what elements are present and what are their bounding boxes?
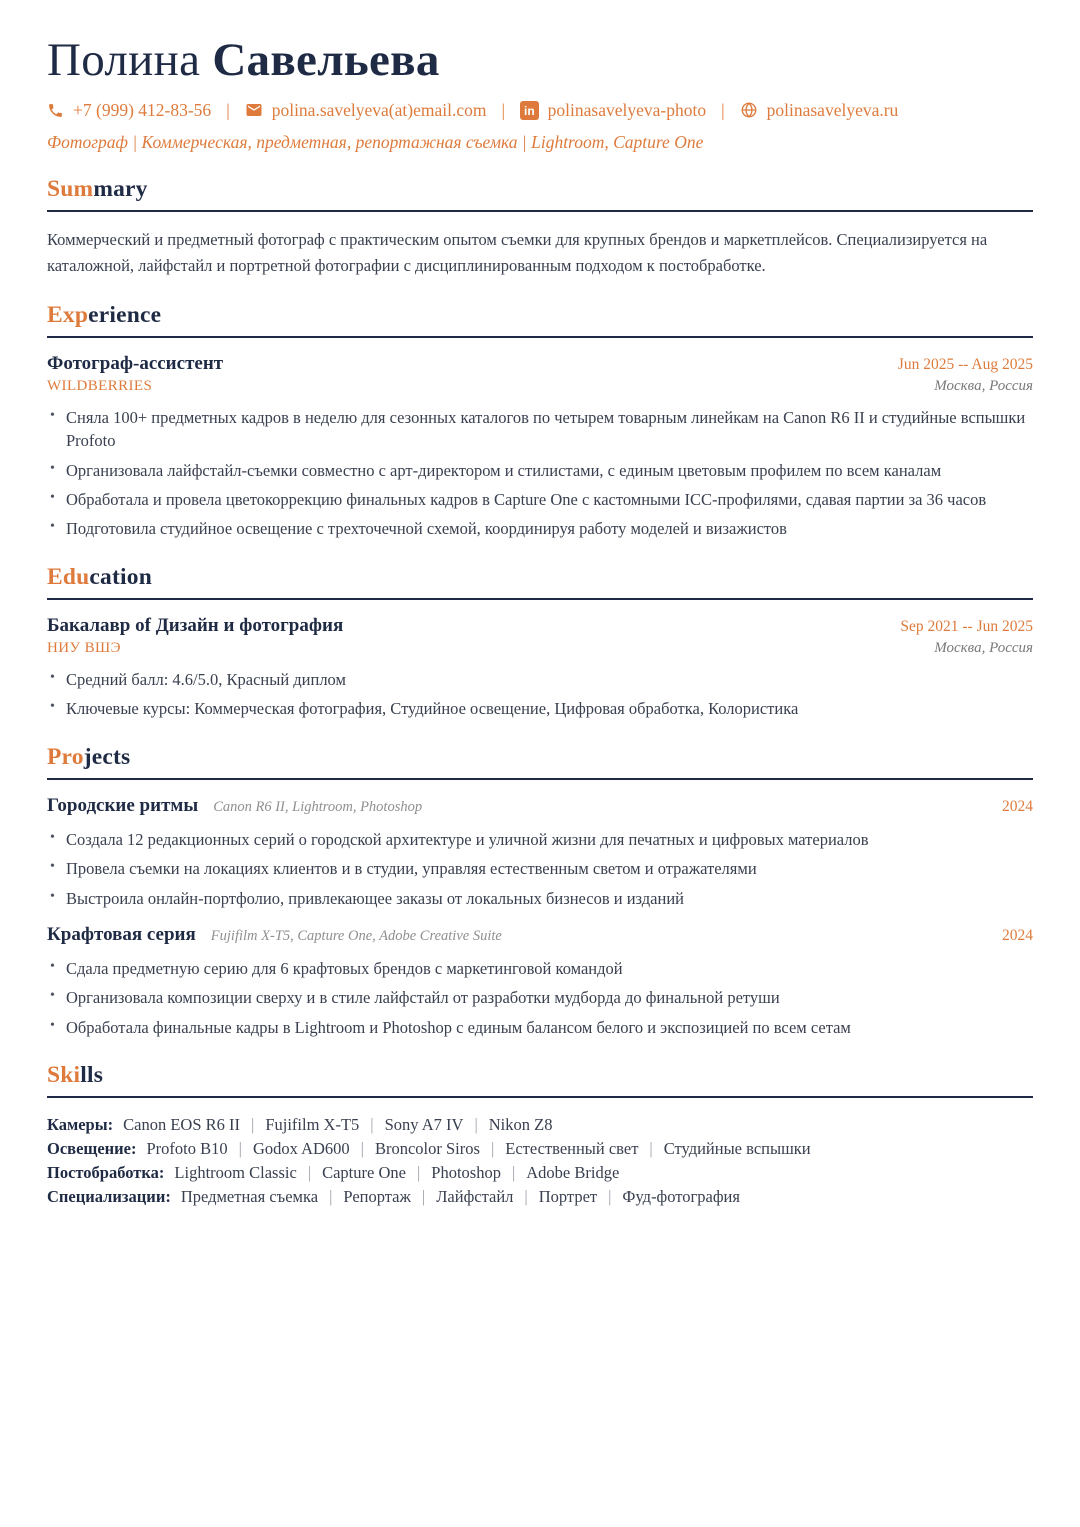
- bullet-item: • Сдала предметную серию для 6 крафтовых брендов с маркетинговой командой: [47, 957, 1033, 980]
- last-name: Савельева: [212, 34, 440, 86]
- skill-item: Лайфстайл: [436, 1186, 514, 1206]
- skill-items: [146, 1139, 810, 1158]
- entry-title-row: [47, 353, 1033, 375]
- job-title: Фотограф-ассистент: [47, 352, 224, 374]
- pipe-separator: |: [608, 1186, 612, 1206]
- skill-item: Broncolor Siros: [374, 1139, 480, 1158]
- bullet-item: • Провела съемки на локациях клиентов и в студии, управляя естественным светом и отражателями: [47, 857, 1033, 880]
- project-title: Крафтовая серия: [47, 923, 196, 945]
- linkedin-handle: polinasavelyeva-photo: [547, 99, 707, 120]
- bullet-item: • Подготовила студийное освещение с трехточечной схемой, координируя работу моделей и визажистов: [47, 517, 1033, 540]
- entry-subtitle-row: [47, 640, 1033, 657]
- skill-item: Портрет: [538, 1186, 598, 1206]
- skill-row-lighting: [47, 1138, 1033, 1162]
- pipe-separator: |: [474, 1115, 478, 1135]
- degree-title: Бакалавр of Дизайн и фотография: [47, 614, 344, 636]
- entry-title-row: [47, 924, 1033, 946]
- pipe-separator: |: [307, 1162, 312, 1182]
- bullet-item: • Выстроила онлайн-портфолио, привлекающее заказы от локальных бизнесов и изданий: [47, 887, 1033, 910]
- linkedin-icon: in: [520, 101, 539, 120]
- pipe-separator: |: [511, 1162, 516, 1182]
- linkedin-contact[interactable]: [520, 100, 706, 121]
- contact-separator: |: [226, 99, 230, 120]
- section-heading-experience: [47, 302, 1033, 338]
- skill-row-postprocessing: [47, 1162, 1033, 1186]
- first-name: Полина: [47, 34, 201, 86]
- contact-separator: |: [501, 99, 505, 120]
- resume-header: [47, 34, 1033, 153]
- bullet-item: • Организовала лайфстайл-съемки совместно с арт-директором и стилистами, с единым цветовым профилем по всем каналам: [47, 459, 1033, 482]
- pipe-separator: |: [421, 1186, 426, 1206]
- pipe-separator: |: [649, 1139, 653, 1158]
- heading-accent: Exp: [47, 301, 89, 328]
- skill-item: Godox AD600: [252, 1139, 350, 1158]
- skill-item: Profoto B10: [146, 1139, 228, 1158]
- project-year: 2024: [1002, 797, 1033, 815]
- section-education: [47, 564, 1033, 721]
- website-url: polinasavelyeva.ru: [766, 99, 899, 120]
- skill-item: Репортаж: [343, 1186, 411, 1206]
- project-title-group: [47, 924, 502, 946]
- tagline: Фотограф | Коммерческая, предметная, репортажная съемка | Lightroom, Capture One: [47, 131, 704, 152]
- entry-title-row: [47, 615, 1033, 637]
- heading-rest: jects: [83, 743, 131, 770]
- project-year: 2024: [1002, 926, 1033, 944]
- section-summary: [47, 176, 1033, 279]
- heading-accent: Sum: [47, 175, 94, 202]
- skill-item: Canon EOS R6 II: [123, 1115, 240, 1135]
- project-title: Городские ритмы: [47, 794, 199, 816]
- bullet-item: • Создала 12 редакционных серий о городской архитектуре и уличной жизни для печатных и цифровых материалов: [47, 828, 1033, 851]
- project-tools: Canon R6 II, Lightroom, Photoshop: [213, 798, 423, 815]
- pipe-separator: |: [370, 1115, 374, 1135]
- company-name: WILDBERRIES: [47, 377, 153, 394]
- skill-item: Фуд-фотография: [622, 1186, 740, 1206]
- pipe-separator: |: [251, 1115, 255, 1135]
- globe-icon: [740, 101, 758, 119]
- heading-accent: Ski: [47, 1062, 81, 1089]
- project-tools: Fujifilm X-T5, Capture One, Adobe Creative Suite: [210, 927, 502, 944]
- bullet-item: • Средний балл: 4.6/5.0, Красный диплом: [47, 668, 1033, 691]
- email-icon: [245, 101, 263, 119]
- candidate-name: [47, 34, 1033, 87]
- website-contact[interactable]: [740, 100, 899, 121]
- section-skills: [47, 1062, 1033, 1209]
- skill-label: Постобработка:: [47, 1162, 165, 1182]
- entry-subtitle-row: [47, 378, 1033, 395]
- project-bullets: [47, 828, 1033, 910]
- bullet-item: • Ключевые курсы: Коммерческая фотография, Студийное освещение, Цифровая обработка, Колористика: [47, 697, 1033, 720]
- section-projects: [47, 744, 1033, 1040]
- education-entry: [47, 615, 1033, 721]
- heading-rest: cation: [89, 563, 152, 590]
- pipe-separator: |: [238, 1139, 242, 1158]
- school-name: НИУ ВШЭ: [47, 639, 121, 656]
- skill-item: Fujifilm X-T5: [265, 1115, 360, 1135]
- skill-item: Adobe Bridge: [526, 1162, 620, 1182]
- skill-label: Камеры:: [47, 1115, 114, 1135]
- project-entry: [47, 795, 1033, 910]
- skill-label: Специализации:: [47, 1186, 171, 1206]
- phone-contact: [47, 100, 211, 121]
- section-heading-education: [47, 564, 1033, 600]
- job-location: Москва, Россия: [934, 377, 1033, 394]
- bullet-item: • Организовала композиции сверху и в стиле лайфстайл от разработки мудборда до финальной ретуши: [47, 986, 1033, 1009]
- pipe-separator: |: [524, 1186, 528, 1206]
- pipe-separator: |: [329, 1186, 333, 1206]
- heading-rest: erience: [88, 301, 162, 328]
- skill-item: Естественный свет: [505, 1139, 639, 1158]
- education-location: Москва, Россия: [934, 639, 1033, 656]
- pipe-separator: |: [360, 1139, 364, 1158]
- skill-items: [174, 1163, 619, 1182]
- heading-rest: mary: [93, 175, 148, 202]
- job-dates: Jun 2025 -- Aug 2025: [897, 355, 1033, 373]
- heading-accent: Edu: [47, 563, 90, 590]
- bullet-item: • Обработала финальные кадры в Lightroom и Photoshop с единым балансом белого и экспозицией по всем сетам: [47, 1016, 1033, 1039]
- project-entry: [47, 924, 1033, 1039]
- skill-item: Студийные вспышки: [663, 1139, 811, 1158]
- skill-item: Предметная съемка: [180, 1186, 319, 1206]
- email-contact[interactable]: [245, 100, 487, 121]
- section-heading-summary: [47, 176, 1033, 212]
- pipe-separator: |: [416, 1162, 421, 1182]
- section-heading-projects: [47, 744, 1033, 780]
- skill-row-cameras: [47, 1114, 1033, 1138]
- skill-item: Lightroom Classic: [174, 1162, 297, 1182]
- summary-text: Коммерческий и предметный фотограф с практическим опытом съемки для крупных брендов и маркетплейсов. Специализируется на каталожной, лайфстайл и портретной фотографии с дисциплинированным подходом к постобработке.: [47, 229, 988, 275]
- skill-item: Nikon Z8: [488, 1115, 553, 1135]
- contact-row: [47, 100, 1033, 121]
- contact-separator: |: [721, 99, 725, 120]
- skill-item: Photoshop: [431, 1162, 501, 1182]
- skill-label: Освещение:: [47, 1139, 137, 1158]
- heading-accent: Pro: [47, 743, 84, 770]
- bullet-item: • Обработала и провела цветокоррекцию финальных кадров в Capture One с кастомными ICC-профилями, сдавая партии за 36 часов: [47, 488, 1033, 511]
- skills-block: [47, 1114, 1033, 1209]
- experience-bullets: [47, 406, 1033, 541]
- education-dates: Sep 2021 -- Jun 2025: [900, 617, 1033, 635]
- education-bullets: [47, 668, 1033, 721]
- heading-rest: lls: [80, 1062, 104, 1089]
- phone-number: +7 (999) 412-83-56: [73, 99, 212, 120]
- skill-item: Sony A7 IV: [384, 1115, 464, 1135]
- section-experience: [47, 302, 1033, 541]
- phone-icon: [47, 102, 64, 119]
- skill-items: [181, 1187, 740, 1206]
- email-address: polina.savelyeva(at)email.com: [271, 99, 487, 120]
- project-bullets: [47, 957, 1033, 1039]
- section-heading-skills: [47, 1062, 1033, 1098]
- experience-entry: [47, 353, 1033, 541]
- entry-title-row: [47, 795, 1033, 817]
- pipe-separator: |: [490, 1139, 495, 1158]
- skill-item: Capture One: [322, 1162, 406, 1182]
- skill-row-specializations: [47, 1186, 1033, 1210]
- bullet-item: • Сняла 100+ предметных кадров в неделю для сезонных каталогов по четырем товарным линейкам на Canon R6 II и студийные вспышки Profoto: [47, 406, 1033, 453]
- skill-items: [123, 1115, 552, 1134]
- project-title-group: [47, 795, 422, 817]
